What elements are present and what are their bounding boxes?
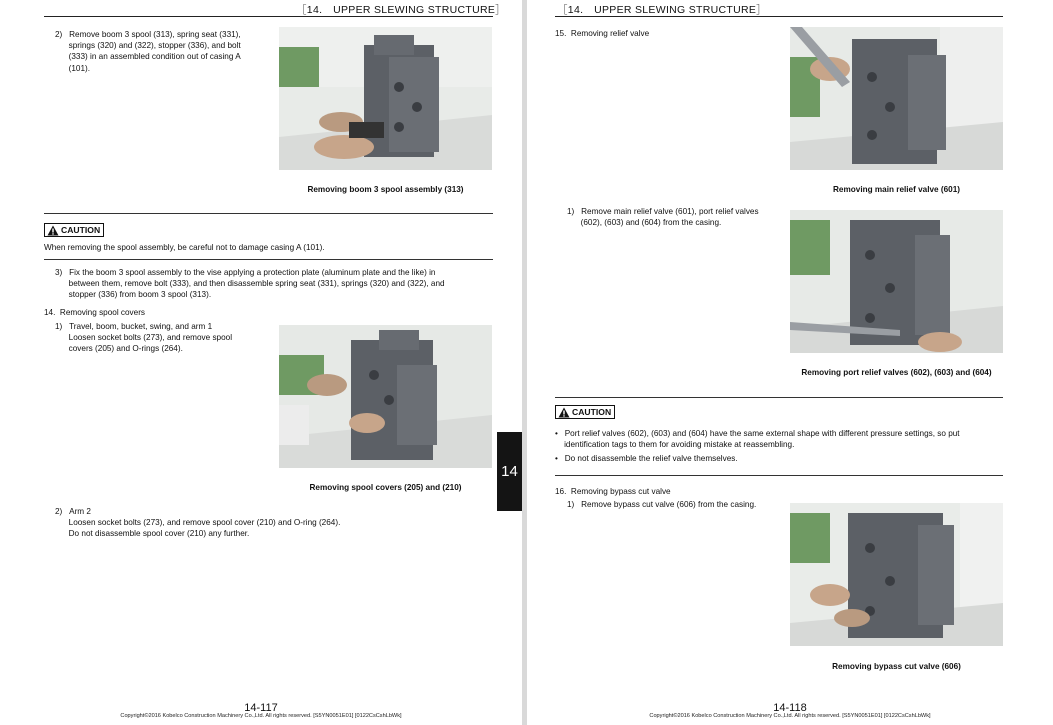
page-number: 14-117 <box>244 702 278 714</box>
photo-bypass-cut <box>790 503 1003 646</box>
photo-spool-removal <box>279 27 492 170</box>
section-16-title: 16. Removing bypass cut valve <box>555 487 671 496</box>
caution-badge <box>44 223 104 237</box>
caption-main-relief: Removing main relief valve (601) <box>833 185 960 194</box>
caution-label: CAUTION <box>61 225 101 235</box>
section-header: ［14. UPPER SLEWING STRUCTURE］ <box>296 4 506 16</box>
step-3-text: 3) Fix the boom 3 spool assembly to the vise applying a protection plate (aluminum plate and the like) in between them, remove bolt (333), and then disassemble spring seat (331), springs (320) and (322), and stopper (336) from boom 3 spool (313). <box>55 268 445 300</box>
caution-badge <box>555 405 615 419</box>
photo-port-relief <box>790 210 1003 353</box>
step-14-1-text: 1) Travel, boom, bucket, swing, and arm 1 Loosen socket bolts (273), and remove spool covers (205) and O-rings (264). <box>55 322 233 354</box>
copyright: Copyright©2016 Kobelco Construction Machinery Co.,Ltd. All rights reserved. [S5YN0051E01] [0122CsCshLbWk] <box>649 713 931 719</box>
warning-icon <box>47 225 59 236</box>
caution-top-rule <box>44 213 493 214</box>
caution-bullet-2: • Do not disassemble the relief valve themselves. <box>555 454 738 463</box>
header-rule <box>44 16 493 17</box>
header-rule <box>555 16 1003 17</box>
caption-port-relief: Removing port relief valves (602), (603) and (604) <box>801 368 992 377</box>
photo-main-relief <box>790 27 1003 170</box>
caution-bottom-rule <box>555 475 1003 476</box>
warning-icon <box>558 407 570 418</box>
section-15-title: 15. Removing relief valve <box>555 29 650 38</box>
left-page <box>0 0 522 725</box>
caution-label: CAUTION <box>572 407 612 417</box>
caption-bypass-cut: Removing bypass cut valve (606) <box>832 662 961 671</box>
right-page <box>527 0 1053 725</box>
caution-bullet-1: • Port relief valves (602), (603) and (604) have the same external shape with different pressure settings, so put identification tags to them for avoiding mistake at reassembling. <box>555 429 960 450</box>
step-14-2-text: 2) Arm 2 Loosen socket bolts (273), and remove spool cover (210) and O-ring (264). Do not disassemble spool cover (210) any further. <box>55 507 341 539</box>
caution-top-rule <box>555 397 1003 398</box>
section-header: ［14. UPPER SLEWING STRUCTURE］ <box>557 4 767 16</box>
step-2-text: 2) Remove boom 3 spool (313), spring seat (331), springs (320) and (322), stopper (336), and bolt (333) in an assembled condition out of casing A (101). <box>55 30 241 73</box>
copyright: Copyright©2016 Kobelco Construction Machinery Co.,Ltd. All rights reserved. [S5YN0051E01] [0122CsCshLbWk] <box>120 713 402 719</box>
caption-spool-covers: Removing spool covers (205) and (210) <box>309 483 462 492</box>
photo-spool-covers <box>279 325 492 468</box>
chapter-tab: 14 <box>497 432 522 511</box>
caption-spool-assembly: Removing boom 3 spool assembly (313) <box>307 185 464 194</box>
section-14-title: 14. Removing spool covers <box>44 308 146 317</box>
caution-text: When removing the spool assembly, be careful not to damage casing A (101). <box>44 243 325 252</box>
page-number: 14-118 <box>773 702 807 714</box>
step-15-1-text: 1) Remove main relief valve (601), port relief valves (602), (603) and (604) from the casing. <box>567 207 759 228</box>
step-16-1-text: 1) Remove bypass cut valve (606) from the casing. <box>567 500 757 509</box>
caution-bottom-rule <box>44 259 493 260</box>
